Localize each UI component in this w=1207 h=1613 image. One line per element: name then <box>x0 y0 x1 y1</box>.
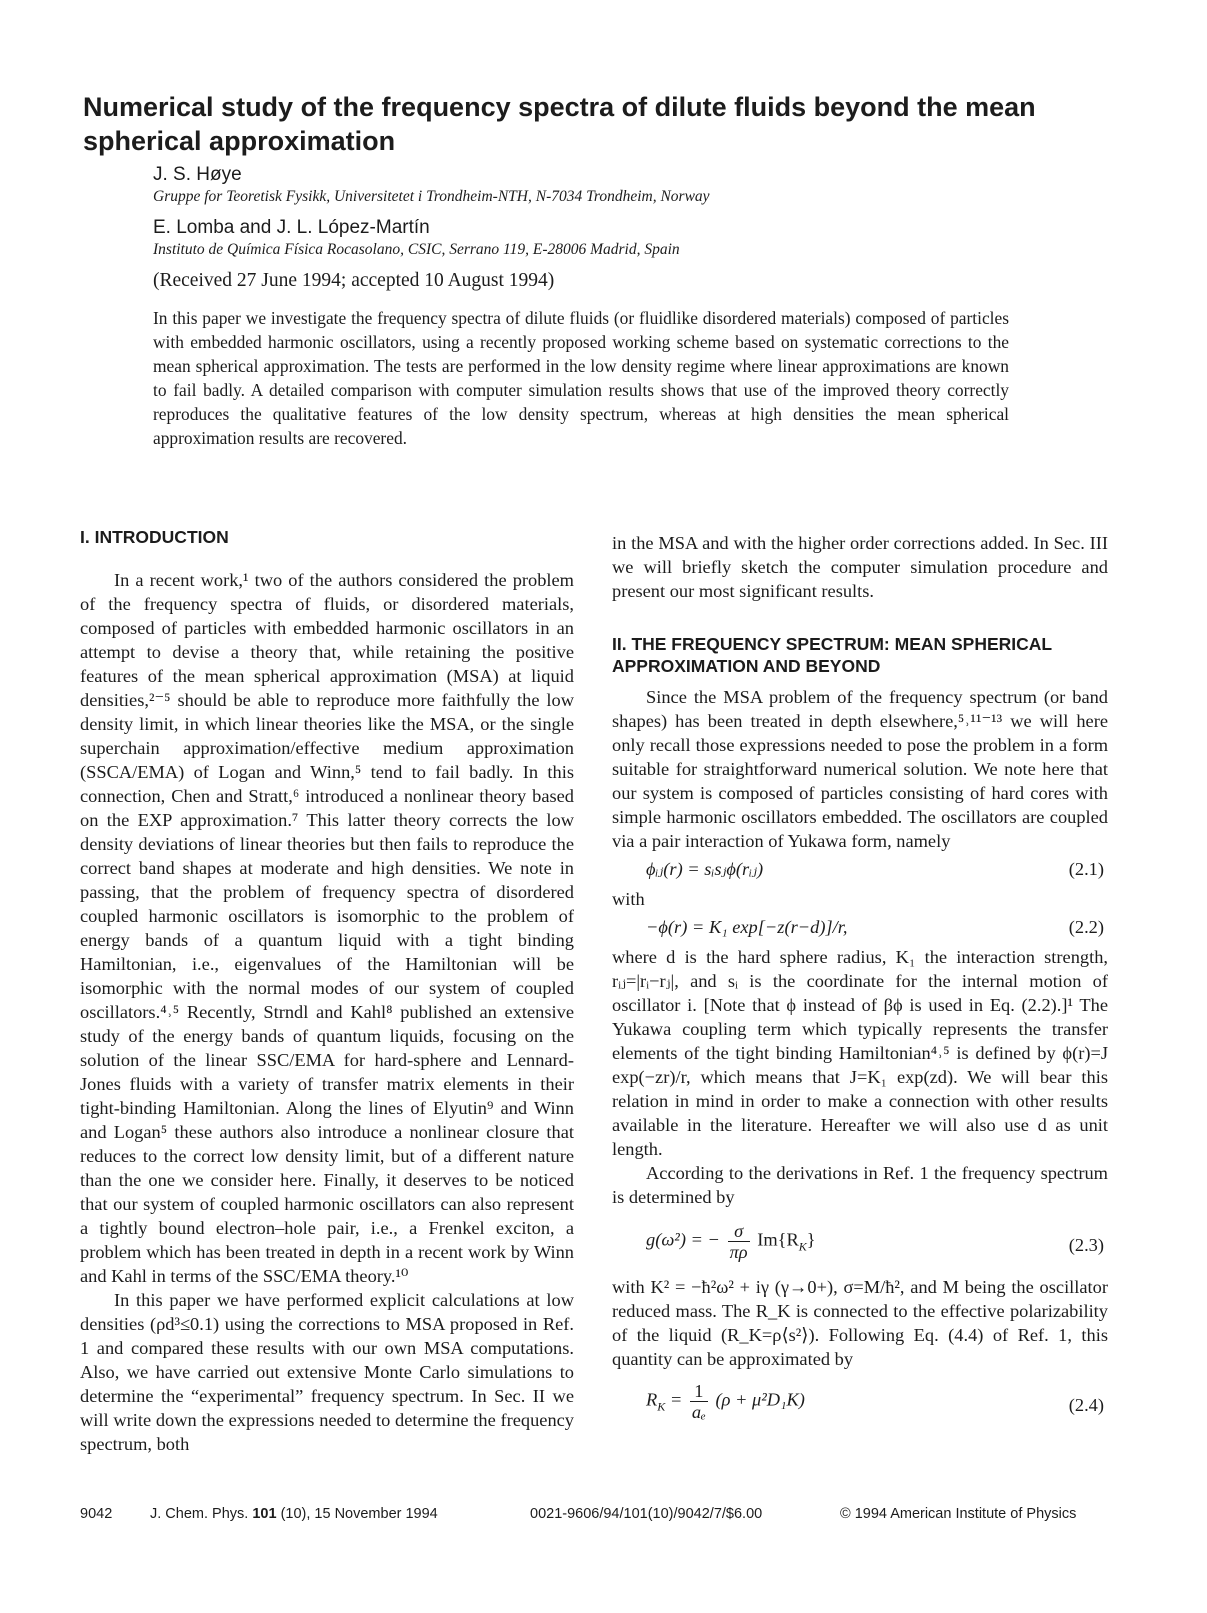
section-heading-frequency-spectrum: II. THE FREQUENCY SPECTRUM: MEAN SPHERICAL APPROXIMATION AND BEYOND <box>612 634 1052 676</box>
equation-2-1 <box>612 853 1108 887</box>
section2-paragraph-3: According to the derivations in Ref. 1 the frequency spectrum is determined by <box>612 1163 1108 1207</box>
paper-title: Numerical study of the frequency spectra of dilute fluids beyond the mean spherical approximation <box>83 92 1036 156</box>
received-dates: (Received 27 June 1994; accepted 10 August 1994) <box>153 270 555 291</box>
equation-2-2-body: −ϕ(r) = K₁ exp[−z(r−d)]/r, <box>646 917 848 937</box>
equation-2-2-number: (2.2) <box>1068 917 1104 937</box>
right-paragraph-continued: in the MSA and with the higher order corrections added. In Sec. III we will briefly sketch the computer simulation procedure and present our most significant results. <box>612 533 1108 601</box>
section2-paragraph-1: Since the MSA problem of the frequency spectrum (or band shapes) has been treated in depth elsewhere,⁵˒¹¹⁻¹³ we will here only recall those expressions needed to pose the problem in a form suitable for straightforward numerical solution. We note here that our system is composed of particles consisting of hard cores with simple harmonic oscillators embedded. The oscillators are coupled via a pair interaction of Yukawa form, namely <box>612 687 1108 851</box>
equation-2-2 <box>612 911 1108 945</box>
right-column <box>612 531 1108 1433</box>
journal-volume: 101 <box>252 1506 277 1522</box>
equation-2-4-body: $R_K$ = $\frac{1}{\text{aₑ}}$ (ρ + μ²D₁K) <box>646 1381 805 1422</box>
fraction-sigma-over-pi-rho: $\frac{\sigma}{\pi\rho}$ <box>729 1221 748 1262</box>
equation-2-3-number: (2.3) <box>1068 1235 1104 1255</box>
section-heading-introduction: I. INTRODUCTION <box>80 527 229 547</box>
affiliation-madrid: Instituto de Química Física Rocasolano, CSIC, Serrano 119, E-28006 Madrid, Spain <box>153 241 680 258</box>
section2-paragraph-2: where d is the hard sphere radius, K₁ the interaction strength, rᵢⱼ=|rᵢ−rⱼ|, and sᵢ is the coordinate for the internal motion of oscillator i. [Note that ϕ instead of βϕ is used in Eq. (2.2).]¹ The Yukawa coupling term which typically represents the transfer elements of the tight binding Hamiltonian⁴˒⁵ is defined by ϕ(r)=J exp(−zr)/r, which means that J=K₁ exp(zd). We will bear this relation in mind in order to make a connection with other results available in the literature. Hereafter we will also use d as unit length. <box>612 947 1108 1159</box>
copyright-notice: © 1994 American Institute of Physics <box>840 1506 1077 1522</box>
article-code: 0021-9606/94/101(10)/9042/7/$6.00 <box>530 1506 763 1522</box>
author-lomba-lopez-martin: E. Lomba and J. L. López-Martín <box>153 217 430 238</box>
section2-paragraph-4: with K² = −ħ²ω² + iγ (γ→0+), σ=M/ħ², and M being the oscillator reduced mass. The R_K is connected to the effective polarizability of the liquid (R_K=ρ⟨s²⟩). Following Eq. (4.4) of Ref. 1, this quantity can be approximated by <box>612 1277 1108 1369</box>
equation-2-1-number: (2.1) <box>1068 859 1104 879</box>
equation-2-4 <box>612 1371 1108 1433</box>
abstract: In this paper we investigate the frequency spectra of dilute fluids (or fluidlike disordered materials) composed of particles with embedded harmonic oscillators, using a recently proposed working scheme based on systematic corrections to the mean spherical approximation. The tests are performed in the low density regime where linear approximations are known to fail badly. A detailed comparison with computer simulation results shows that use of the improved theory correctly reproduces the qualitative features of the low density spectrum, whereas at high densities the mean spherical approximation results are recovered. <box>153 308 1009 448</box>
author-hoye: J. S. Høye <box>153 164 242 185</box>
intro-paragraph-1: In a recent work,¹ two of the authors considered the problem of the frequency spectra of fluids, or disordered materials, composed of particles with embedded harmonic oscillators in an attempt to devise a theory that, while retaining the positive features of the mean spherical approximation (MSA) at liquid densities,²⁻⁵ should be able to reproduce more faithfully the low density limit, in which linear theories like the MSA, or the single superchain approximation/effective medium approximation (SSCA/EMA) of Logan and Winn,⁵ tend to fail badly. In this connection, Chen and Stratt,⁶ introduced a nonlinear theory based on the EXP approximation.⁷ This latter theory corrects the low density deviations of linear theories but then fails to reproduce the correct band shapes at moderate and high densities. We note in passing, that the problem of frequency spectra of disordered coupled harmonic oscillators is isomorphic to the problem of energy bands of a quantum liquid with a tight binding Hamiltonian, i.e., eigenvalues of the Hamiltonian will be isomorphic with the normal modes of our system of coupled oscillators.⁴˒⁵ Recently, Strndl and Kahl⁸ published an extensive study of the energy bands of quantum liquids, focusing on the solution of the linear SSC/EMA for hard-sphere and Lennard-Jones fluids with a variety of transfer matrix elements in their tight-binding Hamiltonian. Along the lines of Elyutin⁹ and Winn and Logan⁵ these authors also introduce a nonlinear closure that reduces to the correct low density limit, but of a different nature than the one we consider here. Finally, it deserves to be noticed that our system of coupled harmonic oscillators can also represent a tightly bound electron–hole pair, i.e., a Frenkel exciton, a problem which has been treated in depth in a recent work by Winn and Kahl in terms of the SSC/EMA theory.¹⁰ <box>80 570 574 1286</box>
with-label: with <box>612 889 645 909</box>
equation-2-4-number: (2.4) <box>1068 1395 1104 1415</box>
left-column <box>80 526 574 1456</box>
equation-2-3 <box>612 1209 1108 1275</box>
intro-paragraph-2: In this paper we have performed explicit calculations at low densities (ρd³≤0.1) using the corrections to MSA proposed in Ref. 1 and compared these results with our own MSA computations. Also, we have carried out extensive Monte Carlo simulations to determine the “experimental” frequency spectrum. In Sec. II we will write down the expressions needed to determine the frequency spectrum, both <box>80 1290 574 1454</box>
equation-2-3-body: g(ω²) = − $\frac{\sigma}{\pi\rho}$ $Im\{R_K\}$ <box>646 1221 816 1262</box>
fraction-one-over-ae: $\frac{1}{\text{aₑ}}$ <box>691 1381 706 1422</box>
equation-2-1-body: ϕᵢⱼ(r) = sᵢsⱼϕ(rᵢⱼ) <box>646 859 764 879</box>
page-number: 9042 <box>80 1506 113 1522</box>
affiliation-trondheim: Gruppe for Teoretisk Fysikk, Universitetet i Trondheim-NTH, N-7034 Trondheim, Norway <box>153 188 710 205</box>
journal-citation: J. Chem. Phys. 101 (10), 15 November 1994 <box>150 1506 438 1522</box>
